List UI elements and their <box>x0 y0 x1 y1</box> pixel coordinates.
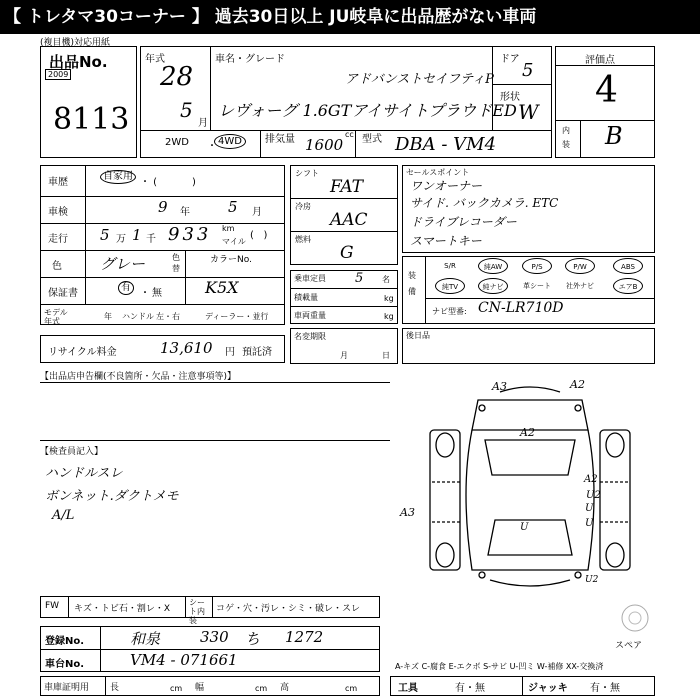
warranty-sep: ・ <box>140 288 150 299</box>
shift-value: FAT <box>330 177 364 197</box>
damage-mark-u2-side: U2 <box>586 490 601 501</box>
color-code-label: カラーNo. <box>210 255 252 265</box>
model-value: レヴォーグ 1.6GTアイサイトプラウドED <box>218 101 517 120</box>
car-damage-diagram <box>390 370 690 600</box>
registration-class: 330 <box>200 628 229 646</box>
damage-mark-a2-hood: A2 <box>520 426 535 439</box>
subhead: (複目機)対応用紙 <box>40 38 111 48</box>
recycle-value: 13,610 <box>160 339 213 357</box>
color-label: 色 <box>52 261 62 272</box>
equip-aftermarket-navi: 社外ナビ <box>566 282 594 290</box>
warranty-label: 保証書 <box>48 288 78 299</box>
doors-label: ドア <box>500 54 520 65</box>
color-code-value: K5X <box>205 278 239 297</box>
shape-value: W <box>518 100 539 124</box>
shaken-month-unit: 月 <box>252 207 262 218</box>
damage-mark-u-side-1: U <box>585 503 594 514</box>
model-year-year: 年 <box>104 312 112 321</box>
damage-mark-u2-rear: U2 <box>585 575 599 585</box>
history-rest: ・ ( ) <box>140 177 196 188</box>
drive-sep: ・ <box>207 141 217 152</box>
shift-label: シフト <box>295 169 319 178</box>
registration-kana: ち <box>245 630 261 648</box>
color-change: 色替 <box>172 253 180 273</box>
model-year-lr: 左・右 <box>156 312 180 321</box>
lot-label: 出品No. <box>49 53 108 71</box>
displacement-unit: cc <box>345 130 354 139</box>
equip-sr: S/R <box>444 262 456 270</box>
navi-value: CN-LR710D <box>478 300 564 316</box>
fw-label: FW <box>45 601 60 611</box>
score-value: 4 <box>595 70 618 111</box>
interior-value: B <box>605 122 623 150</box>
capacity-label: 乗車定員 <box>294 274 326 283</box>
load-label: 積載量 <box>294 293 318 302</box>
shaken-year-unit: 年 <box>180 207 190 218</box>
spare-label: スペア <box>615 641 643 651</box>
equip-abs: ABS <box>613 258 643 274</box>
equip-leather: 革シート <box>523 282 551 290</box>
tools-value: 有・無 <box>455 683 485 694</box>
shaken-label: 車検 <box>48 207 68 218</box>
mileage-sen-unit: 千 <box>146 234 156 245</box>
cert-long: 長 <box>110 683 120 693</box>
navi-label: ナビ型番: <box>432 307 467 316</box>
inspector-note-2: ボンネット.ダクトメモ <box>45 489 179 504</box>
color-value: グレー <box>100 255 146 273</box>
weight-unit: kg <box>384 312 394 321</box>
damage-mark-u-roof: U <box>520 522 529 533</box>
capacity-unit: 名 <box>382 275 390 284</box>
mileage-rest: 933 <box>168 224 212 245</box>
shaken-month: 5 <box>228 198 238 216</box>
warranty-none: 無 <box>152 288 162 299</box>
damage-legend: A-キズ C-腐食 E-エクボ S-サビ U-凹ミ W-補修 XX-交換済 <box>395 662 604 671</box>
mileage-man: 5 <box>100 226 110 244</box>
drive-2wd: 2WD <box>165 137 189 148</box>
sales-points-label: セールスポイント <box>406 168 470 177</box>
cert-box <box>40 676 380 696</box>
fw-items: キズ・トビ石・割レ・X <box>74 604 170 614</box>
doors-value: 5 <box>522 60 534 81</box>
equip-airbag: エアB <box>613 278 643 294</box>
shaken-year: 9 <box>158 198 168 216</box>
mileage-paren: ( ) <box>250 230 268 241</box>
lot-stamp: 2009 <box>45 69 71 80</box>
mileage-km: km <box>222 224 235 233</box>
tools-label: 工具 <box>398 683 418 694</box>
score-label: 評価点 <box>585 55 615 66</box>
equip-ps: P/S <box>522 258 552 274</box>
damage-mark-a2-side: A2 <box>584 474 598 485</box>
recycle-label: リサイクル料金 <box>48 347 117 358</box>
cert-height-unit: cm <box>345 684 358 693</box>
cert-label: 車庫証明用 <box>44 683 90 693</box>
year-month: 5 <box>180 98 193 122</box>
sales-point-2: サイド. バックカメラ. ETC <box>410 196 559 210</box>
name-label: 車名・グレード <box>215 54 285 65</box>
deadline-label: 名変期限 <box>294 332 326 341</box>
chassis-value: VM4 - 071661 <box>130 651 238 669</box>
weight-label: 車両重量 <box>294 311 326 320</box>
registration-label: 登録No. <box>45 636 85 647</box>
displacement-label: 排気量 <box>265 134 295 145</box>
damage-mark-a2-front: A2 <box>570 378 585 391</box>
mileage-man-unit: 万 <box>116 234 126 245</box>
cert-height: 高 <box>280 683 290 693</box>
history-label: 車歴 <box>48 177 68 188</box>
dealer-notes-label: 【出品店申告欄(不良箇所・欠品・注意事項等)】 <box>40 372 237 382</box>
model-year-handle: ハンドル <box>122 312 154 321</box>
cert-long-unit: cm <box>170 684 183 693</box>
mileage-mile: マイル <box>222 237 246 246</box>
cert-width-unit: cm <box>255 684 268 693</box>
after-label: 後日品 <box>406 331 430 340</box>
registration-number: 1272 <box>285 628 324 646</box>
damage-mark-a3-front: A3 <box>492 380 507 393</box>
type-value: DBA - VM4 <box>395 134 497 155</box>
year-value: 28 <box>160 62 194 92</box>
deadline-day: 日 <box>382 351 390 360</box>
seat-items: コゲ・穴・汚レ・シミ・破レ・スレ <box>216 604 361 614</box>
seat-label: シート内装 <box>189 598 205 625</box>
cert-width: 幅 <box>195 683 205 693</box>
chassis-label: 車台No. <box>45 659 85 670</box>
recycle-status: 預託済 <box>242 347 272 358</box>
load-unit: kg <box>384 294 394 303</box>
year-label: 年式 <box>145 54 165 65</box>
damage-mark-a3-side: A3 <box>400 506 415 519</box>
capacity-value: 5 <box>355 271 364 286</box>
warranty-has: 有 <box>118 281 134 295</box>
equip-tv: 純TV <box>435 278 465 294</box>
equipment-label: 装備 <box>408 271 416 296</box>
inspector-note-1: ハンドルスレ <box>45 466 123 481</box>
spec-table <box>40 165 285 325</box>
lot-box <box>40 46 137 158</box>
fuel-value: G <box>340 243 354 263</box>
sales-point-4: スマートキー <box>410 234 482 248</box>
jack-label: ジャッキ <box>528 683 568 694</box>
model-year-dealer: ディーラー・並行 <box>205 312 269 321</box>
grade-value: アドバンストセイフティP <box>345 72 494 87</box>
mileage-label: 走行 <box>48 234 68 245</box>
equip-navi: 純ナビ <box>478 278 508 294</box>
type-label: 型式 <box>362 134 382 145</box>
sales-point-1: ワンオーナー <box>410 179 483 193</box>
drive-4wd: 4WD <box>214 134 246 149</box>
cooler-label: 冷房 <box>295 202 311 211</box>
equip-pw: P/W <box>565 258 595 274</box>
registration-area: 和泉 <box>130 630 161 648</box>
cooler-value: AAC <box>330 210 368 230</box>
deadline-month: 月 <box>340 351 348 360</box>
mileage-sen: 1 <box>132 226 142 244</box>
interior-label: 内装 <box>562 126 570 149</box>
jack-value: 有・無 <box>590 683 620 694</box>
damage-mark-u-side-2: U <box>585 518 594 529</box>
spare-tire-icon <box>618 603 652 633</box>
equip-aw: 純AW <box>478 258 508 274</box>
sales-point-3: ドライブレコーダー <box>410 215 517 229</box>
model-year-label: モデル年式 <box>44 308 68 326</box>
inspector-note-3: A/L <box>52 508 75 523</box>
year-month-unit: 月 <box>198 118 208 129</box>
inspector-label: 【検査員記入】 <box>40 447 104 457</box>
displacement-value: 1600 <box>305 136 344 154</box>
recycle-unit: 円 <box>225 347 235 358</box>
banner: 【 トレタマ30コーナー 】 過去30日以上 JU岐阜に出品歴がない車両 <box>0 0 700 34</box>
fuel-label: 燃料 <box>295 235 311 244</box>
after-box <box>402 328 655 364</box>
history-own: 自家用 <box>100 170 136 184</box>
shape-label: 形状 <box>500 92 520 103</box>
lot-number: 8113 <box>53 102 130 137</box>
